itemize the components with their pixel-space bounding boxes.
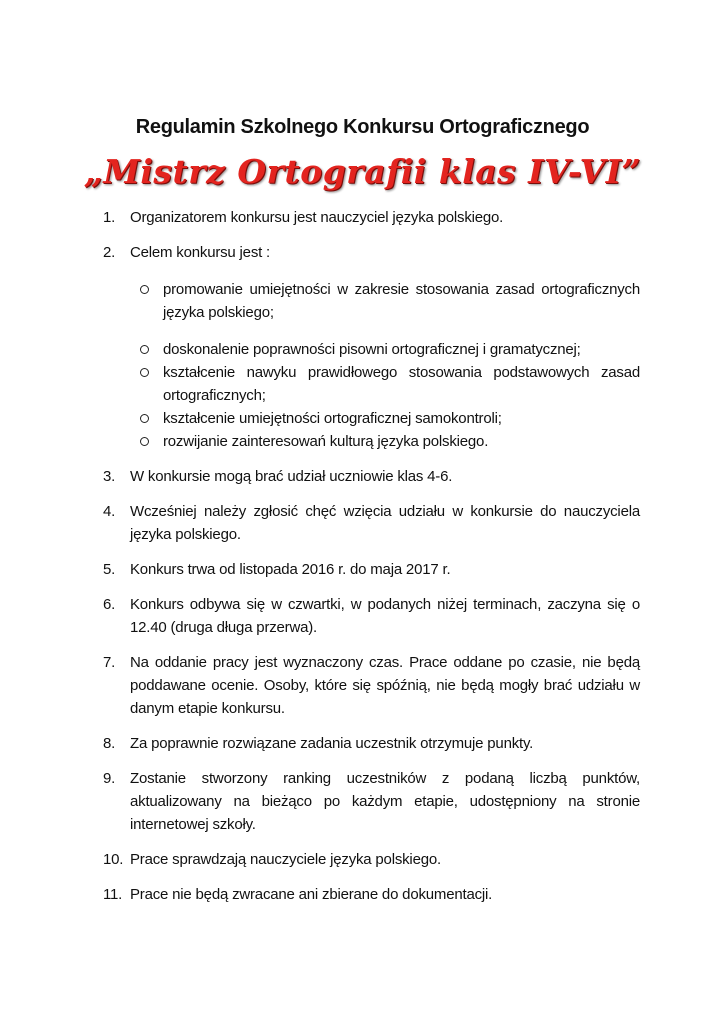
rule-number: 8. (103, 735, 116, 752)
sublist-text: kształcenie umiejętności ortograficznej samokontroli; (163, 410, 502, 427)
rule-text: Konkurs odbywa się w czwartki, w podanych niżej terminach, zaczyna się o 12.40 (druga długa przerwa). (130, 596, 640, 636)
rule-text: Celem konkursu jest : (130, 244, 271, 261)
sublist-text: doskonalenie poprawności pisowni ortograficznej i gramatycznej; (163, 341, 581, 358)
rule-text: Prace sprawdzają nauczyciele języka polskiego. (130, 851, 441, 868)
rule-text: Za poprawnie rozwiązane zadania uczestnik otrzymuje punkty. (130, 735, 534, 752)
rule-item (103, 732, 640, 755)
rule-number: 1. (103, 209, 116, 226)
rule-item (103, 465, 640, 488)
rule-item (103, 767, 640, 836)
rule-item (103, 848, 640, 871)
rule-text: Wcześniej należy zgłosić chęć wzięcia udziału w konkursie do nauczyciela języka polskiego. (130, 503, 640, 543)
sublist-text: promowanie umiejętności w zakresie stosowania zasad ortograficznych języka polskiego; (163, 281, 640, 321)
rule-item (103, 593, 640, 639)
rule-text: Organizatorem konkursu jest nauczyciel języka polskiego. (130, 209, 504, 226)
rule-item (103, 241, 640, 453)
rule-text: Prace nie będą zwracane ani zbierane do dokumentacji. (130, 886, 493, 903)
rule-number: 11. (103, 886, 123, 903)
sublist-text: rozwijanie zainteresowań kulturą języka polskiego. (163, 433, 489, 450)
rule-item (103, 883, 640, 906)
circle-bullet-icon (140, 368, 149, 377)
sublist-item (130, 278, 640, 324)
sublist-item (130, 430, 640, 453)
sublist-item (130, 338, 640, 361)
rule-text: Konkurs trwa od listopada 2016 r. do maja 2017 r. (130, 561, 451, 578)
sublist-item (130, 361, 640, 407)
rule-text: Zostanie stworzony ranking uczestników z podaną liczbą punktów, aktualizowany na bieżąco po każdym etapie, udostępniony na stronie internetowej szkoły. (130, 770, 640, 833)
rule-number: 7. (103, 654, 116, 671)
circle-bullet-icon (140, 345, 149, 354)
rule-item (103, 651, 640, 720)
sublist-item (130, 407, 640, 430)
contest-subtitle: „Mistrz Ortografii klas IV-VI” (83, 152, 642, 191)
circle-bullet-icon (140, 437, 149, 446)
rule-text: Na oddanie pracy jest wyznaczony czas. Prace oddane po czasie, nie będą poddawane ocenie. Osoby, które się spóźnią, nie będą mogły brać udziału w danym etapie konkursu. (130, 654, 640, 717)
rule-number: 2. (103, 244, 116, 261)
rule-number: 10. (103, 851, 124, 868)
rule-number: 6. (103, 596, 116, 613)
goals-sublist (130, 278, 640, 453)
sublist-text: kształcenie nawyku prawidłowego stosowania podstawowych zasad ortograficznych; (163, 364, 640, 404)
rules-list (103, 206, 640, 918)
circle-bullet-icon (140, 414, 149, 423)
rule-number: 5. (103, 561, 116, 578)
rule-number: 3. (103, 468, 116, 485)
rule-item (103, 206, 640, 229)
rule-number: 4. (103, 503, 116, 520)
circle-bullet-icon (140, 285, 149, 294)
rule-item (103, 500, 640, 546)
rule-number: 9. (103, 770, 116, 787)
document-title: Regulamin Szkolnego Konkursu Ortograficznego (135, 116, 590, 138)
rule-item (103, 558, 640, 581)
rule-text: W konkursie mogą brać udział uczniowie klas 4-6. (130, 468, 453, 485)
